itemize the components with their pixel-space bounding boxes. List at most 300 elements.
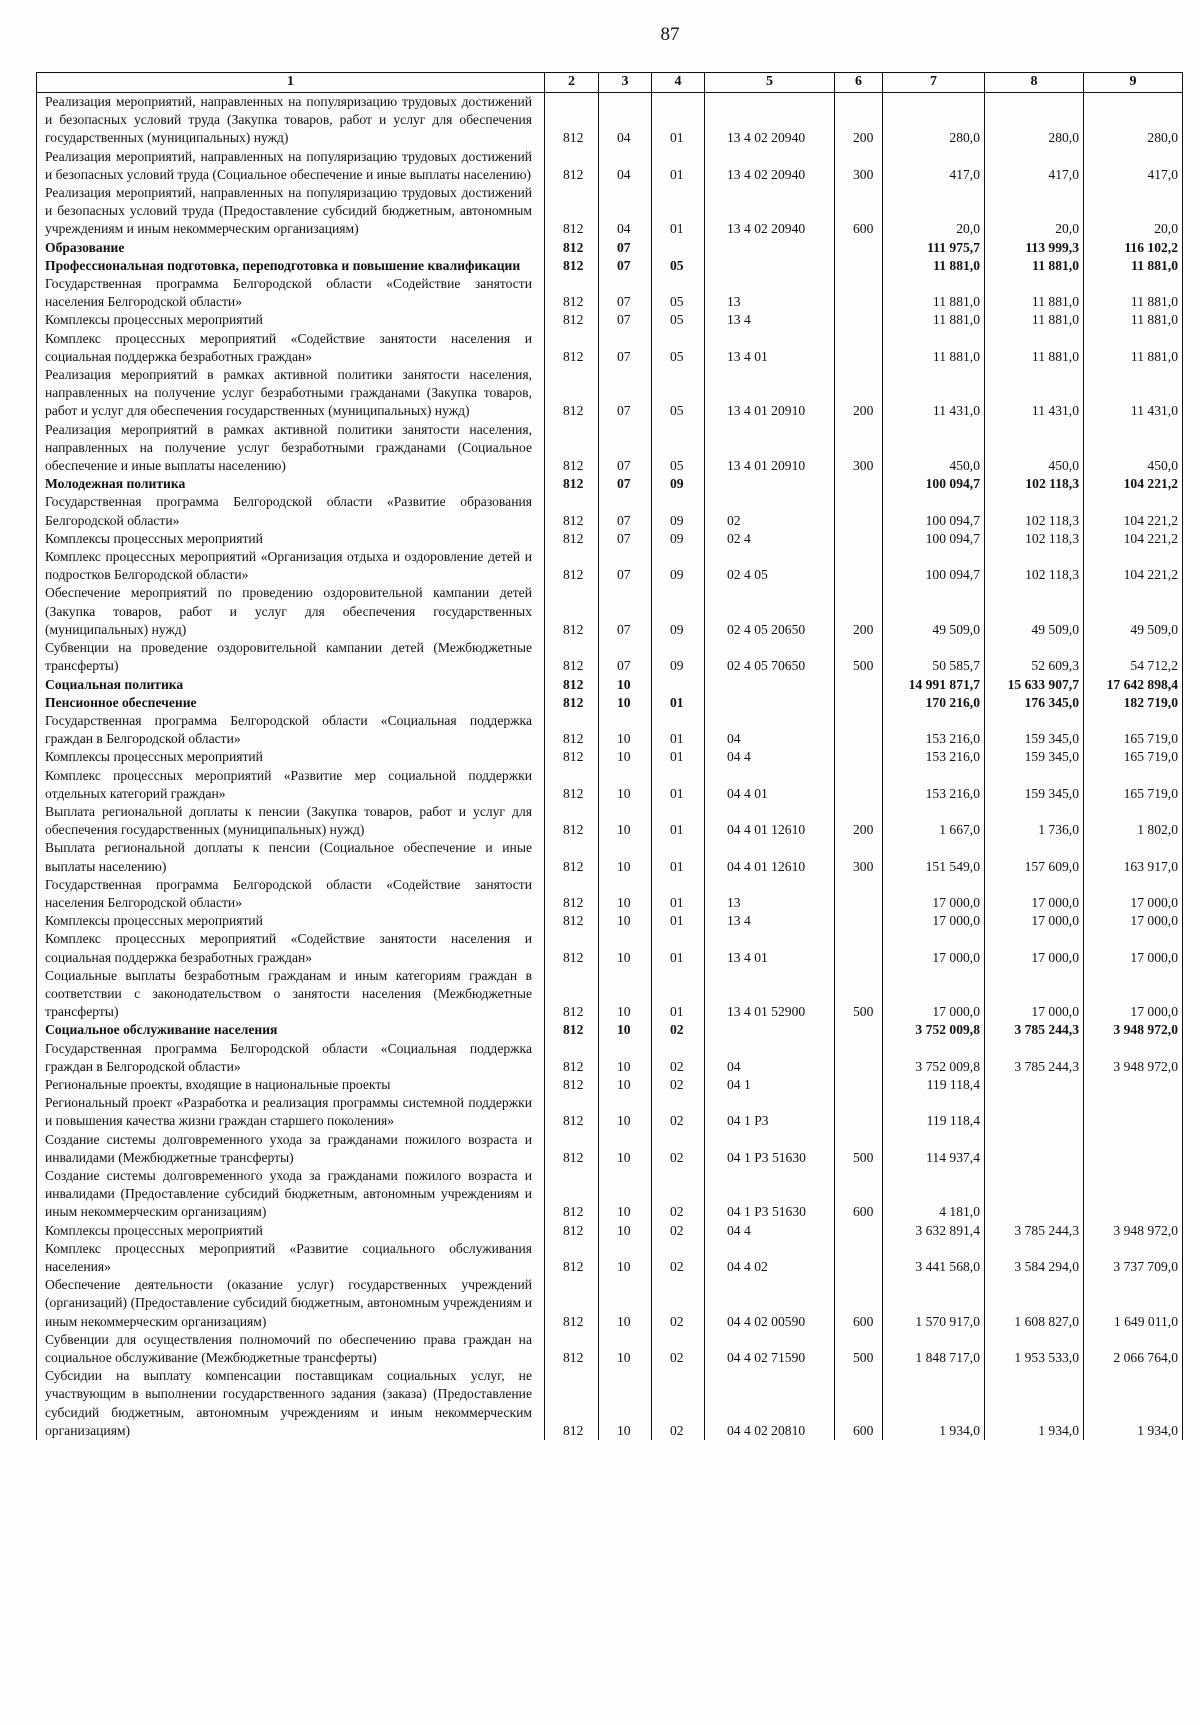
table-body	[37, 93, 1183, 1441]
admin-code-cell: 812	[545, 584, 599, 639]
amount-year3-cell: 104 221,2	[1084, 548, 1183, 584]
amount-year2-cell: 102 118,3	[985, 548, 1084, 584]
expense-type-cell: 200	[835, 803, 883, 839]
amount-year3-cell: 1 649 011,0	[1084, 1276, 1183, 1331]
target-article-cell: 04 4	[705, 748, 835, 766]
subsection-cell	[652, 239, 705, 257]
amount-year2-cell: 15 633 907,7	[985, 676, 1084, 694]
amount-year2-cell	[985, 1131, 1084, 1167]
target-article-cell: 13 4 01 20910	[705, 421, 835, 476]
amount-year2-cell: 3 785 244,3	[985, 1040, 1084, 1076]
target-article-cell: 02 4 05	[705, 548, 835, 584]
table-row	[37, 530, 1183, 548]
target-article-cell: 13 4	[705, 912, 835, 930]
table-row	[37, 694, 1183, 712]
subsection-cell: 02	[652, 1021, 705, 1039]
section-cell: 10	[599, 803, 652, 839]
target-article-cell: 04 4	[705, 1222, 835, 1240]
amount-year2-cell: 17 000,0	[985, 930, 1084, 966]
target-article-cell: 13 4 01	[705, 330, 835, 366]
section-cell: 10	[599, 1076, 652, 1094]
expense-type-cell	[835, 330, 883, 366]
amount-year1-cell: 1 570 917,0	[883, 1276, 985, 1331]
amount-year3-cell: 11 431,0	[1084, 366, 1183, 421]
table-row	[37, 257, 1183, 275]
section-cell: 07	[599, 421, 652, 476]
table-row	[37, 1094, 1183, 1130]
table-row	[37, 493, 1183, 529]
amount-year1-cell: 11 881,0	[883, 311, 985, 329]
admin-code-cell: 812	[545, 748, 599, 766]
section-cell: 10	[599, 930, 652, 966]
amount-year3-cell: 104 221,2	[1084, 475, 1183, 493]
expense-type-cell: 500	[835, 1331, 883, 1367]
target-article-cell: 04 4 01	[705, 767, 835, 803]
row-name-cell: Выплата региональной доплаты к пенсии (Социальное обеспечение и иные выплаты населению)	[37, 839, 545, 875]
amount-year2-cell: 11 881,0	[985, 330, 1084, 366]
target-article-cell	[705, 1021, 835, 1039]
amount-year1-cell: 3 752 009,8	[883, 1040, 985, 1076]
expense-type-cell	[835, 1240, 883, 1276]
subsection-cell: 01	[652, 184, 705, 239]
table-row	[37, 876, 1183, 912]
amount-year1-cell: 3 632 891,4	[883, 1222, 985, 1240]
amount-year1-cell: 151 549,0	[883, 839, 985, 875]
amount-year1-cell: 153 216,0	[883, 712, 985, 748]
amount-year1-cell: 4 181,0	[883, 1167, 985, 1222]
expense-type-cell	[835, 1094, 883, 1130]
subsection-cell: 05	[652, 311, 705, 329]
row-name-cell: Молодежная политика	[37, 475, 545, 493]
amount-year2-cell: 49 509,0	[985, 584, 1084, 639]
subsection-cell: 02	[652, 1276, 705, 1331]
target-article-cell: 13 4 02 20940	[705, 148, 835, 184]
amount-year3-cell	[1084, 1167, 1183, 1222]
expense-type-cell	[835, 876, 883, 912]
admin-code-cell: 812	[545, 930, 599, 966]
amount-year2-cell: 450,0	[985, 421, 1084, 476]
target-article-cell: 02 4 05 70650	[705, 639, 835, 675]
table-row	[37, 1131, 1183, 1167]
amount-year2-cell: 1 934,0	[985, 1367, 1084, 1440]
table-row	[37, 1167, 1183, 1222]
amount-year1-cell: 100 094,7	[883, 548, 985, 584]
expense-type-cell: 500	[835, 1131, 883, 1167]
expense-type-cell	[835, 712, 883, 748]
expense-type-cell: 200	[835, 366, 883, 421]
column-header: 4	[652, 73, 705, 93]
target-article-cell: 13	[705, 275, 835, 311]
section-cell: 10	[599, 1367, 652, 1440]
expense-type-cell	[835, 257, 883, 275]
column-header: 2	[545, 73, 599, 93]
amount-year1-cell: 14 991 871,7	[883, 676, 985, 694]
admin-code-cell: 812	[545, 421, 599, 476]
row-name-cell: Субвенции для осуществления полномочий по обеспечению права граждан на социальное обслуживание (Межбюджетные трансферты)	[37, 1331, 545, 1367]
target-article-cell: 13 4 02 20940	[705, 184, 835, 239]
table-row	[37, 311, 1183, 329]
expense-type-cell: 300	[835, 839, 883, 875]
admin-code-cell: 812	[545, 493, 599, 529]
column-header: 7	[883, 73, 985, 93]
admin-code-cell: 812	[545, 184, 599, 239]
row-name-cell: Комплексы процессных мероприятий	[37, 1222, 545, 1240]
subsection-cell: 05	[652, 421, 705, 476]
admin-code-cell: 812	[545, 1331, 599, 1367]
amount-year1-cell: 119 118,4	[883, 1076, 985, 1094]
subsection-cell: 01	[652, 748, 705, 766]
amount-year2-cell: 11 881,0	[985, 257, 1084, 275]
admin-code-cell: 812	[545, 366, 599, 421]
subsection-cell: 02	[652, 1222, 705, 1240]
admin-code-cell: 812	[545, 1040, 599, 1076]
target-article-cell	[705, 475, 835, 493]
table-row	[37, 584, 1183, 639]
admin-code-cell: 812	[545, 475, 599, 493]
amount-year1-cell: 114 937,4	[883, 1131, 985, 1167]
amount-year1-cell: 417,0	[883, 148, 985, 184]
amount-year3-cell: 2 066 764,0	[1084, 1331, 1183, 1367]
amount-year1-cell: 1 667,0	[883, 803, 985, 839]
expense-type-cell: 500	[835, 967, 883, 1022]
admin-code-cell: 812	[545, 767, 599, 803]
section-cell: 10	[599, 1240, 652, 1276]
row-name-cell: Региональные проекты, входящие в национальные проекты	[37, 1076, 545, 1094]
expense-type-cell: 600	[835, 1167, 883, 1222]
section-cell: 07	[599, 311, 652, 329]
amount-year3-cell: 49 509,0	[1084, 584, 1183, 639]
amount-year1-cell: 450,0	[883, 421, 985, 476]
expense-type-cell	[835, 239, 883, 257]
target-article-cell	[705, 676, 835, 694]
amount-year2-cell: 159 345,0	[985, 712, 1084, 748]
subsection-cell: 01	[652, 912, 705, 930]
expense-type-cell	[835, 275, 883, 311]
subsection-cell: 09	[652, 584, 705, 639]
amount-year2-cell: 113 999,3	[985, 239, 1084, 257]
section-cell: 07	[599, 257, 652, 275]
section-cell: 07	[599, 493, 652, 529]
amount-year1-cell: 100 094,7	[883, 493, 985, 529]
table-row	[37, 803, 1183, 839]
amount-year1-cell: 17 000,0	[883, 912, 985, 930]
expense-type-cell: 500	[835, 639, 883, 675]
target-article-cell: 04 1 P3	[705, 1094, 835, 1130]
admin-code-cell: 812	[545, 330, 599, 366]
target-article-cell: 13 4 01	[705, 930, 835, 966]
amount-year2-cell	[985, 1094, 1084, 1130]
expense-type-cell	[835, 1040, 883, 1076]
amount-year1-cell: 11 431,0	[883, 366, 985, 421]
column-header: 3	[599, 73, 652, 93]
section-cell: 10	[599, 1167, 652, 1222]
column-header: 9	[1084, 73, 1183, 93]
row-name-cell: Комплекс процессных мероприятий «Содействие занятости населения и социальная поддержка безработных граждан»	[37, 330, 545, 366]
table-row	[37, 1222, 1183, 1240]
amount-year2-cell: 159 345,0	[985, 767, 1084, 803]
subsection-cell: 02	[652, 1331, 705, 1367]
amount-year2-cell: 17 000,0	[985, 876, 1084, 912]
subsection-cell: 09	[652, 548, 705, 584]
section-cell: 07	[599, 548, 652, 584]
target-article-cell: 02	[705, 493, 835, 529]
amount-year3-cell: 3 948 972,0	[1084, 1222, 1183, 1240]
admin-code-cell: 812	[545, 1240, 599, 1276]
section-cell: 07	[599, 330, 652, 366]
table-row	[37, 330, 1183, 366]
amount-year2-cell: 17 000,0	[985, 967, 1084, 1022]
subsection-cell: 09	[652, 475, 705, 493]
expense-type-cell	[835, 475, 883, 493]
expense-type-cell: 200	[835, 93, 883, 148]
row-name-cell: Региональный проект «Разработка и реализация программы системной поддержки и повышения качества жизни граждан старшего поколения»	[37, 1094, 545, 1130]
amount-year2-cell: 3 785 244,3	[985, 1222, 1084, 1240]
admin-code-cell: 812	[545, 1222, 599, 1240]
amount-year1-cell: 170 216,0	[883, 694, 985, 712]
section-cell: 04	[599, 93, 652, 148]
subsection-cell: 02	[652, 1367, 705, 1440]
row-name-cell: Реализация мероприятий, направленных на популяризацию трудовых достижений и безопасных условий труда (Закупка товаров, работ и услуг для обеспечения государственных (муниципальных) нужд)	[37, 93, 545, 148]
amount-year2-cell: 102 118,3	[985, 475, 1084, 493]
section-cell: 10	[599, 912, 652, 930]
table-row	[37, 93, 1183, 148]
table-row	[37, 548, 1183, 584]
table-row	[37, 912, 1183, 930]
amount-year3-cell: 17 000,0	[1084, 967, 1183, 1022]
target-article-cell: 04 4 02 20810	[705, 1367, 835, 1440]
row-name-cell: Комплекс процессных мероприятий «Содействие занятости населения и социальная поддержка безработных граждан»	[37, 930, 545, 966]
expense-type-cell	[835, 767, 883, 803]
section-cell: 10	[599, 1276, 652, 1331]
table-row	[37, 967, 1183, 1022]
column-header: 8	[985, 73, 1084, 93]
table-row	[37, 421, 1183, 476]
table-row	[37, 366, 1183, 421]
amount-year3-cell: 165 719,0	[1084, 748, 1183, 766]
subsection-cell: 02	[652, 1094, 705, 1130]
section-cell: 04	[599, 148, 652, 184]
admin-code-cell: 812	[545, 275, 599, 311]
target-article-cell: 04 4 02 71590	[705, 1331, 835, 1367]
page-number: 87	[660, 24, 680, 45]
table-row	[37, 1367, 1183, 1440]
admin-code-cell: 812	[545, 1167, 599, 1222]
row-name-cell: Комплекс процессных мероприятий «Организация отдыха и оздоровление детей и подростков Белгородской области»	[37, 548, 545, 584]
row-name-cell: Реализация мероприятий в рамках активной политики занятости населения, направленных на получение услуг безработными гражданами (Социальное обеспечение и иные выплаты населению)	[37, 421, 545, 476]
amount-year2-cell	[985, 1167, 1084, 1222]
admin-code-cell: 812	[545, 530, 599, 548]
section-cell: 10	[599, 1131, 652, 1167]
section-cell: 10	[599, 967, 652, 1022]
section-cell: 07	[599, 366, 652, 421]
section-cell: 07	[599, 584, 652, 639]
amount-year2-cell: 52 609,3	[985, 639, 1084, 675]
section-cell: 10	[599, 1021, 652, 1039]
amount-year3-cell: 104 221,2	[1084, 530, 1183, 548]
amount-year2-cell: 1 953 533,0	[985, 1331, 1084, 1367]
subsection-cell: 05	[652, 257, 705, 275]
admin-code-cell: 812	[545, 1276, 599, 1331]
admin-code-cell: 812	[545, 1131, 599, 1167]
amount-year1-cell: 111 975,7	[883, 239, 985, 257]
table-row	[37, 1331, 1183, 1367]
amount-year1-cell: 1 848 717,0	[883, 1331, 985, 1367]
amount-year1-cell: 100 094,7	[883, 475, 985, 493]
row-name-cell: Реализация мероприятий в рамках активной политики занятости населения, направленных на получение услуг безработными гражданами (Закупка товаров, работ и услуг для обеспечения государственных (муниципальных) нужд)	[37, 366, 545, 421]
admin-code-cell: 812	[545, 676, 599, 694]
subsection-cell: 02	[652, 1167, 705, 1222]
table-row	[37, 1040, 1183, 1076]
amount-year2-cell: 102 118,3	[985, 493, 1084, 529]
subsection-cell: 05	[652, 275, 705, 311]
subsection-cell: 09	[652, 530, 705, 548]
amount-year1-cell: 100 094,7	[883, 530, 985, 548]
row-name-cell: Реализация мероприятий, направленных на популяризацию трудовых достижений и безопасных условий труда (Социальное обеспечение и иные выплаты населению)	[37, 148, 545, 184]
row-name-cell: Государственная программа Белгородской области «Содействие занятости населения Белгородской области»	[37, 876, 545, 912]
row-name-cell: Профессиональная подготовка, переподготовка и повышение квалификации	[37, 257, 545, 275]
admin-code-cell: 812	[545, 311, 599, 329]
amount-year2-cell: 20,0	[985, 184, 1084, 239]
amount-year1-cell: 49 509,0	[883, 584, 985, 639]
section-cell: 10	[599, 767, 652, 803]
table-row	[37, 1276, 1183, 1331]
amount-year3-cell: 116 102,2	[1084, 239, 1183, 257]
table-row	[37, 1076, 1183, 1094]
target-article-cell: 04	[705, 712, 835, 748]
column-header: 5	[705, 73, 835, 93]
expense-type-cell	[835, 676, 883, 694]
subsection-cell: 02	[652, 1076, 705, 1094]
amount-year2-cell: 17 000,0	[985, 912, 1084, 930]
section-cell: 10	[599, 748, 652, 766]
amount-year3-cell: 165 719,0	[1084, 767, 1183, 803]
amount-year3-cell: 450,0	[1084, 421, 1183, 476]
admin-code-cell: 812	[545, 712, 599, 748]
amount-year1-cell: 280,0	[883, 93, 985, 148]
subsection-cell: 01	[652, 930, 705, 966]
subsection-cell: 01	[652, 712, 705, 748]
amount-year3-cell: 3 948 972,0	[1084, 1040, 1183, 1076]
expense-type-cell	[835, 311, 883, 329]
target-article-cell: 02 4 05 20650	[705, 584, 835, 639]
section-cell: 10	[599, 1222, 652, 1240]
amount-year3-cell: 11 881,0	[1084, 275, 1183, 311]
subsection-cell: 01	[652, 967, 705, 1022]
target-article-cell: 04 4 02 00590	[705, 1276, 835, 1331]
subsection-cell: 01	[652, 803, 705, 839]
table-row	[37, 639, 1183, 675]
amount-year2-cell: 3 785 244,3	[985, 1021, 1084, 1039]
subsection-cell: 02	[652, 1240, 705, 1276]
amount-year1-cell: 153 216,0	[883, 748, 985, 766]
section-cell: 10	[599, 876, 652, 912]
row-name-cell: Пенсионное обеспечение	[37, 694, 545, 712]
section-cell: 07	[599, 275, 652, 311]
target-article-cell: 04 4 01 12610	[705, 839, 835, 875]
expense-type-cell	[835, 493, 883, 529]
amount-year3-cell: 17 000,0	[1084, 912, 1183, 930]
table-row	[37, 839, 1183, 875]
amount-year3-cell: 165 719,0	[1084, 712, 1183, 748]
row-name-cell: Государственная программа Белгородской области «Содействие занятости населения Белгородской области»	[37, 275, 545, 311]
row-name-cell: Создание системы долговременного ухода за гражданами пожилого возраста и инвалидами (Межбюджетные трансферты)	[37, 1131, 545, 1167]
row-name-cell: Образование	[37, 239, 545, 257]
amount-year3-cell: 11 881,0	[1084, 257, 1183, 275]
amount-year1-cell: 1 934,0	[883, 1367, 985, 1440]
admin-code-cell: 812	[545, 876, 599, 912]
expense-type-cell	[835, 930, 883, 966]
target-article-cell: 13 4 02 20940	[705, 93, 835, 148]
amount-year2-cell: 417,0	[985, 148, 1084, 184]
amount-year3-cell: 11 881,0	[1084, 330, 1183, 366]
column-header: 6	[835, 73, 883, 93]
amount-year1-cell: 11 881,0	[883, 330, 985, 366]
amount-year2-cell: 1 736,0	[985, 803, 1084, 839]
amount-year2-cell: 157 609,0	[985, 839, 1084, 875]
subsection-cell: 02	[652, 1131, 705, 1167]
section-cell: 10	[599, 712, 652, 748]
expense-type-cell: 600	[835, 1367, 883, 1440]
amount-year1-cell: 3 441 568,0	[883, 1240, 985, 1276]
amount-year1-cell: 50 585,7	[883, 639, 985, 675]
section-cell: 10	[599, 694, 652, 712]
expense-type-cell	[835, 548, 883, 584]
table-row	[37, 1240, 1183, 1276]
subsection-cell: 01	[652, 839, 705, 875]
amount-year1-cell: 119 118,4	[883, 1094, 985, 1130]
amount-year1-cell: 17 000,0	[883, 930, 985, 966]
table-header-row	[37, 73, 1183, 93]
amount-year1-cell: 3 752 009,8	[883, 1021, 985, 1039]
amount-year2-cell: 3 584 294,0	[985, 1240, 1084, 1276]
subsection-cell	[652, 676, 705, 694]
amount-year1-cell: 11 881,0	[883, 275, 985, 311]
amount-year3-cell: 17 000,0	[1084, 876, 1183, 912]
target-article-cell: 04	[705, 1040, 835, 1076]
amount-year3-cell: 3 737 709,0	[1084, 1240, 1183, 1276]
amount-year3-cell	[1084, 1131, 1183, 1167]
amount-year2-cell: 1 608 827,0	[985, 1276, 1084, 1331]
subsection-cell: 01	[652, 93, 705, 148]
amount-year3-cell: 11 881,0	[1084, 311, 1183, 329]
admin-code-cell: 812	[545, 239, 599, 257]
admin-code-cell: 812	[545, 1076, 599, 1094]
expense-type-cell	[835, 1076, 883, 1094]
expense-type-cell	[835, 1021, 883, 1039]
section-cell: 07	[599, 239, 652, 257]
table-row	[37, 930, 1183, 966]
target-article-cell: 04 4 01 12610	[705, 803, 835, 839]
expense-type-cell: 600	[835, 184, 883, 239]
expense-type-cell	[835, 530, 883, 548]
subsection-cell: 05	[652, 366, 705, 421]
admin-code-cell: 812	[545, 839, 599, 875]
admin-code-cell: 812	[545, 93, 599, 148]
admin-code-cell: 812	[545, 639, 599, 675]
admin-code-cell: 812	[545, 1094, 599, 1130]
target-article-cell	[705, 694, 835, 712]
row-name-cell: Комплексы процессных мероприятий	[37, 748, 545, 766]
amount-year1-cell: 17 000,0	[883, 876, 985, 912]
subsection-cell: 01	[652, 767, 705, 803]
amount-year3-cell: 17 000,0	[1084, 930, 1183, 966]
subsection-cell: 01	[652, 148, 705, 184]
section-cell: 10	[599, 676, 652, 694]
admin-code-cell: 812	[545, 1021, 599, 1039]
amount-year1-cell: 153 216,0	[883, 767, 985, 803]
row-name-cell: Комплексы процессных мероприятий	[37, 530, 545, 548]
admin-code-cell: 812	[545, 1367, 599, 1440]
